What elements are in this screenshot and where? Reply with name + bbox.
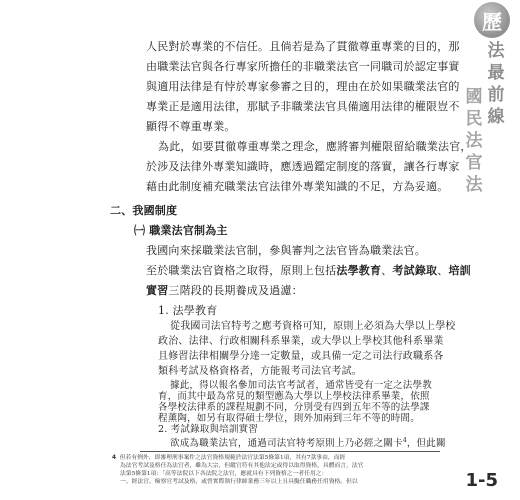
body-line-with-emphasis (146, 284, 303, 298)
body-line: 育，而其中最為常見的類型應為大學以上學校法律系畢業，依照 (158, 391, 430, 402)
body-line: 類科考試及格資格者，方能報考司法官考試。 (158, 366, 362, 377)
footnote-ref[interactable]: 4 (402, 437, 407, 444)
footnote-line: 為法官考試及格任為法官者，雖為大宗，但縱官符有其他法定或得以取得資格，具體而言，法官 (120, 463, 364, 469)
subsection-heading: ㈠ 職業法官制為主 (134, 224, 228, 237)
body-line: 程薰陶，如另有取得碩士學位，則外加兩到三年不等的時間。 (158, 413, 420, 424)
emphasis-training: 培訓 (448, 264, 471, 277)
body-line: 政治、法律、行政相關科系畢業，或大學以上學校其他科系畢業 (158, 336, 444, 347)
body-line: 從我國司法官特考之應考資格可知，原則上必須為大學以上學校 (170, 321, 456, 332)
body-line: 為此，如要貫徹尊重專業之理念，應將審判權限留給職業法官， (158, 140, 472, 153)
body-line: 據此，得以報名參加司法官考試者，通常皆受有一定之法學教 (170, 380, 432, 391)
emphasis-internship: 實習 (146, 284, 169, 297)
footnote-line: 一、經法官、檢察官考試及格，或曾實際執行律師業務三年以上且具擬任職務任用資格。但以 (120, 479, 358, 485)
body-line: 藉由此制度補充職業法官法律外專業知識的不足，方為妥適。 (146, 180, 449, 193)
sidebar-title-column-2: 國民法官法 (465, 87, 483, 195)
body-line: 專業正是適用法律，那賦予非職業法官具備適用法律的權限豈不 (146, 100, 460, 113)
body-line: 人民對於專業的不信任。且倘若是為了貫徹尊重專業的目的，那 (146, 40, 460, 53)
body-line: 我國向來採職業法官制，參與審判之法官皆為職業法官。 (146, 244, 426, 257)
text-run: 三階段的長期養成及過濾： (168, 284, 303, 297)
body-line-with-footnote-ref (170, 434, 446, 451)
sidebar-title-column-1: 法最前線 (487, 41, 505, 127)
text-run: 、 (381, 264, 393, 277)
body-line: 由職業法官與各行專家所擔任的非職業法官一同職司於認定事實 (146, 60, 460, 73)
section-heading: 二、我國制度 (110, 204, 178, 217)
emphasis-exam: 考試錄取 (392, 264, 438, 277)
text-run: 、 (437, 264, 449, 277)
body-line: 顯得不尊重專業。 (146, 120, 236, 133)
footnote-text: 但若有例外，即審理刑事案件之法官資格規範於法官法第5條第1項，其有7款事由，而經 (119, 455, 346, 461)
text-run: ，但此關 (406, 438, 446, 450)
badge-char: 歷 (482, 9, 502, 34)
body-line: 與適用法律是有悖於專家參審之目的，理由在於如果職業法官的 (146, 80, 460, 93)
body-line: 於涉及法律外專業知識時，應透過鑑定制度的落實，讓各行專家 (146, 160, 460, 173)
text-run: 至於職業法官資格之取得，原則上包括 (146, 264, 337, 277)
body-line: 各學校法律系的課程規劃不同，分別受有四到五年不等的法學課 (158, 402, 430, 413)
footnote-number: 4 (112, 455, 117, 461)
chapter-sidebar (442, 0, 520, 500)
body-line-with-emphasis (146, 264, 471, 278)
list-item-title: 1. 法學教育 (158, 304, 218, 317)
body-line: 且修習法律相關學分達一定數量，或具備一定之司法行政職系各 (158, 351, 444, 362)
emphasis-legal-education: 法學教育 (336, 264, 382, 277)
footnote-line: 法第5條第1項：「高等法院以下各法院之法官，應就具有下列資格之一者任用之： (120, 471, 328, 477)
list-item-title: 2. 考試錄取與培訓實習 (158, 424, 258, 435)
page-number: 1-5 (465, 470, 498, 491)
chapter-badge (474, 2, 510, 38)
text-run: 欲成為職業法官，通過司法官特考原則上乃必經之關卡 (170, 438, 403, 450)
